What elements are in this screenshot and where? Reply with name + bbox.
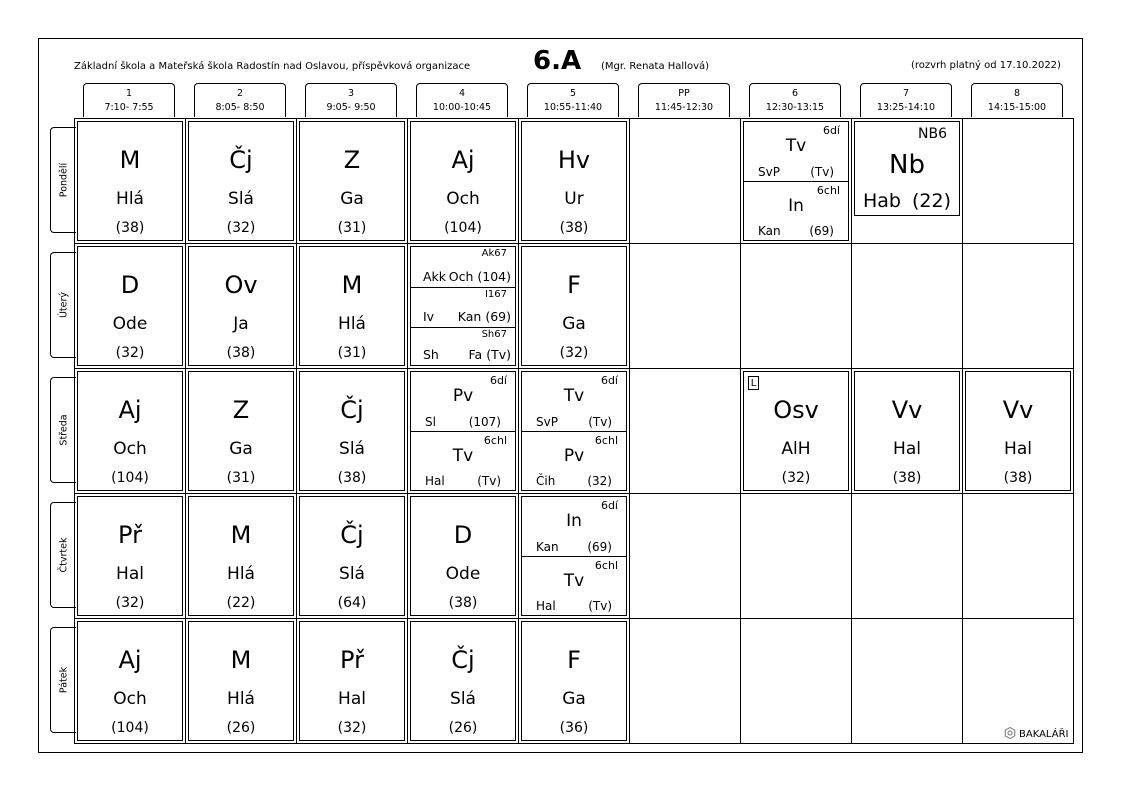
group-lesson: Sh67 Sh Fa (Tv) [423,329,511,362]
group-lesson: Ak67 Akk Och (104) [423,248,511,284]
lesson-cell[interactable]: Př Hal (32) [299,621,405,741]
lesson-cell[interactable]: D Ode (38) [410,496,516,616]
lesson-cell[interactable]: Aj Och (104) [77,621,183,741]
lesson-cell[interactable]: L Osv AlH (32) [743,371,849,491]
bakalari-gear-icon [1004,727,1016,742]
lesson-cell[interactable]: M Hlá (38) [77,121,183,241]
group-lesson: 6chl Tv Hal (Tv) [536,559,618,613]
group-lesson: 6dí Tv SvP (Tv) [536,374,618,429]
split-lesson-cell[interactable] [521,371,627,491]
period-header-2: 2 8:05- 8:50 [194,83,286,117]
day-label-friday: Pátek [50,627,76,733]
day-label-monday: Pondělí [50,127,76,233]
lesson-cell[interactable]: Př Hal (32) [77,496,183,616]
lesson-mark: L [748,376,759,390]
period-header-pp: PP 11:45-12:30 [638,83,730,117]
lesson-cell[interactable]: M Hlá (22) [188,496,294,616]
lesson-cell[interactable]: F Ga (32) [521,246,627,366]
period-header-6: 6 12:30-13:15 [749,83,841,117]
bakalari-logo: BAKALÁŘI [1004,727,1068,742]
day-label-tuesday: Úterý [50,252,76,358]
lesson-cell[interactable]: F Ga (36) [521,621,627,741]
group-lesson: 6chl Tv Hal (Tv) [425,434,507,488]
group-lesson: 6chl In Kan (69) [758,184,840,238]
period-header-7: 7 13:25-14:10 [860,83,952,117]
lesson-cell[interactable]: Hv Ur (38) [521,121,627,241]
day-label-thursday: Čtvrtek [50,502,76,608]
lesson-cell[interactable]: M Hlá (31) [299,246,405,366]
school-name: Základní škola a Mateřská škola Radostín nad Oslavou, příspěvková organizace [74,61,471,72]
period-header-8: 8 14:15-15:00 [971,83,1063,117]
lesson-cell[interactable]: Čj Slá (32) [188,121,294,241]
lesson-cell[interactable]: Z Ga (31) [188,371,294,491]
lesson-cell[interactable]: D Ode (32) [77,246,183,366]
group-lesson: 6dí Tv SvP (Tv) [758,124,840,179]
validity-note: (rozvrh platný od 17.10.2022) [911,60,1061,71]
class-teacher: (Mgr. Renata Hallová) [601,61,710,72]
lesson-cell[interactable]: Ov Ja (38) [188,246,294,366]
lesson-cell[interactable]: Čj Slá (26) [410,621,516,741]
split-lesson-cell[interactable] [521,496,627,616]
split-lesson-cell[interactable] [410,371,516,491]
lesson-cell[interactable]: Aj Och (104) [410,121,516,241]
lesson-cell[interactable]: Čj Slá (38) [299,371,405,491]
split-lesson-cell[interactable] [743,121,849,241]
lesson-cell[interactable]: M Hlá (26) [188,621,294,741]
class-name: 6.A [533,46,582,76]
day-label-wednesday: Středa [50,377,76,483]
lesson-cell[interactable]: NB6 Nb Hab (22) [854,121,960,216]
split-lesson-cell[interactable] [410,246,516,366]
period-header-4: 4 10:00-10:45 [416,83,508,117]
period-header-1: 1 7:10- 7:55 [83,83,175,117]
lesson-cell[interactable]: Aj Och (104) [77,371,183,491]
lesson-cell[interactable]: Z Ga (31) [299,121,405,241]
group-lesson: 6dí In Kan (69) [536,499,618,554]
lesson-cell[interactable]: Vv Hal (38) [965,371,1071,491]
lesson-cell[interactable]: Vv Hal (38) [854,371,960,491]
group-lesson: 6dí Pv Sl (107) [425,374,507,429]
period-header-5: 5 10:55-11:40 [527,83,619,117]
lesson-cell[interactable]: Čj Slá (64) [299,496,405,616]
period-header-3: 3 9:05- 9:50 [305,83,397,117]
group-lesson: I167 Iv Kan (69) [423,289,511,324]
group-lesson: 6chl Pv Čih (32) [536,434,618,488]
